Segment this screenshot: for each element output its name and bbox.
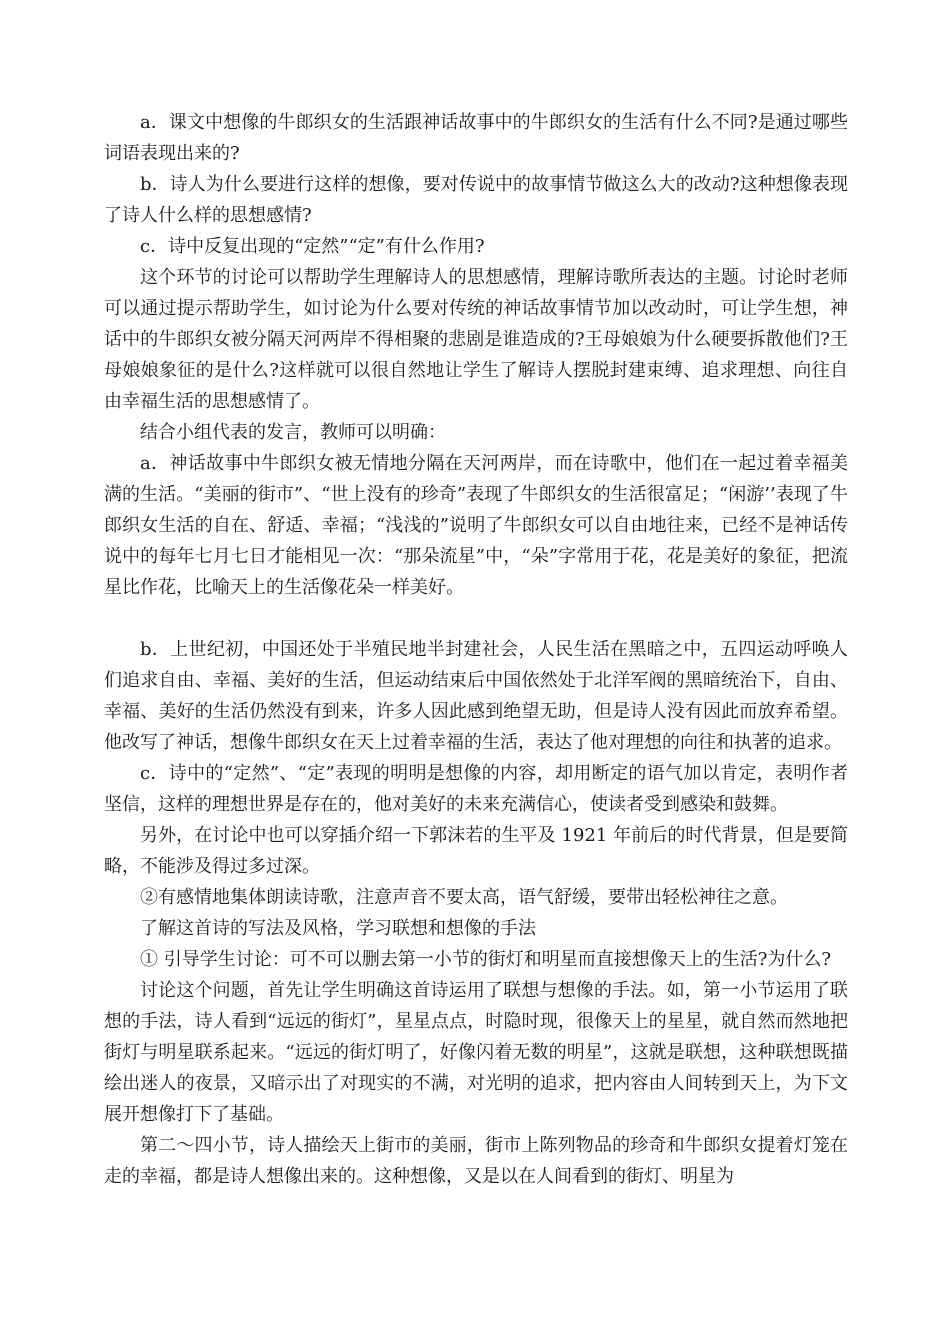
section-heading: 了解这首诗的写法及风格，学习联想和想像的手法 bbox=[140, 918, 536, 939]
teacher-clarification-intro: 结合小组代表的发言，教师可以明确： bbox=[140, 422, 446, 443]
answer-b: b．上世纪初，中国还处于半殖民地半封建社会，人民生活在黑暗之中，五四运动呼唤人们追求自由、幸福、美好的生活，但运动结束后中国依然处于北洋军阀的黑暗统治下，自由、幸福、美好的生活仍然没有到来，许多人因此感到绝望无助，但是诗人没有因此而放弃希望。他改写了神话，想像牛郎织女在天上过着幸福的生活，表达了他对理想的向往和执著的追求。 bbox=[104, 639, 848, 753]
answer-c: c．诗中的“定然”、“定”表现的明明是想像的内容，却用断定的语气加以肯定，表明作者坚信，这样的理想世界是存在的，他对美好的未来充满信心，使读者受到感染和鼓舞。 bbox=[104, 763, 848, 815]
imagination-explanation: 第二～四小节，诗人描绘天上街市的美丽，街市上陈列物品的珍奇和牛郎织女提着灯笼在走的幸福，都是诗人想像出来的。这种想像，又是以在人间看到的街灯、明星为 bbox=[104, 1135, 848, 1187]
question-a: a．课文中想像的牛郎织女的生活跟神话故事中的牛郎织女的生活有什么不同?是通过哪些词语表现出来的? bbox=[104, 112, 848, 164]
document-body bbox=[104, 107, 848, 1192]
discussion-prompt: ① 引导学生讨论：可不可以删去第一小节的街灯和明星而直接想像天上的生活?为什么? bbox=[140, 949, 832, 970]
reading-step: ②有感情地集体朗读诗歌，注意声音不要太高，语气舒缓，要带出轻松神往之意。 bbox=[140, 887, 788, 908]
discussion-guidance: 这个环节的讨论可以帮助学生理解诗人的思想感情，理解诗歌所表达的主题。讨论时老师可以通过提示帮助学生，如讨论为什么要对传统的神话故事情节加以改动时，可让学生想，神话中的牛郎织女被分隔天河两岸不得相聚的悲剧是谁造成的?王母娘娘为什么硬要拆散他们?王母娘娘象征的是什么?这样就可以很自然地让学生了解诗人摆脱封建束缚、追求理想、向往自由幸福生活的思想感情了。 bbox=[104, 267, 848, 412]
answer-a: a．神话故事中牛郎织女被无情地分隔在天河两岸，而在诗歌中，他们在一起过着幸福美满的生活。“美丽的街市”、“世上没有的珍奇”表现了牛郎织女的生活很富足；“闲游’’表现了牛郎织女生活的自在、舒适、幸福；“浅浅的”说明了牛郎织女可以自由地往来，已经不是神话传说中的每年七月七日才能相见一次：“那朵流星”中，“朵”字常用于花，花是美好的象征，把流星比作花，比喻天上的生活像花朵一样美好。 bbox=[104, 453, 848, 598]
association-explanation: 讨论这个问题，首先让学生明确这首诗运用了联想与想像的手法。如，第一小节运用了联想的手法，诗人看到“远远的街灯”，星星点点，时隐时现，很像天上的星星，就自然而然地把街灯与明星联系起来。“远远的街灯明了，好像闪着无数的明星”，这就是联想，这种联想既描绘出迷人的夜景，又暗示出了对现实的不满，对光明的追求，把内容由人间转到天上，为下文展开想像打下了基础。 bbox=[104, 980, 848, 1125]
background-note: 另外，在讨论中也可以穿插介绍一下郭沫若的生平及 1921 年前后的时代背景，但是要简略，不能涉及得过多过深。 bbox=[104, 825, 848, 877]
question-c: c．诗中反复出现的“定然”“定”有什么作用? bbox=[140, 236, 485, 257]
question-b: b．诗人为什么要进行这样的想像，要对传说中的故事情节做这么大的改动?这种想像表现了诗人什么样的思想感情? bbox=[104, 174, 848, 226]
